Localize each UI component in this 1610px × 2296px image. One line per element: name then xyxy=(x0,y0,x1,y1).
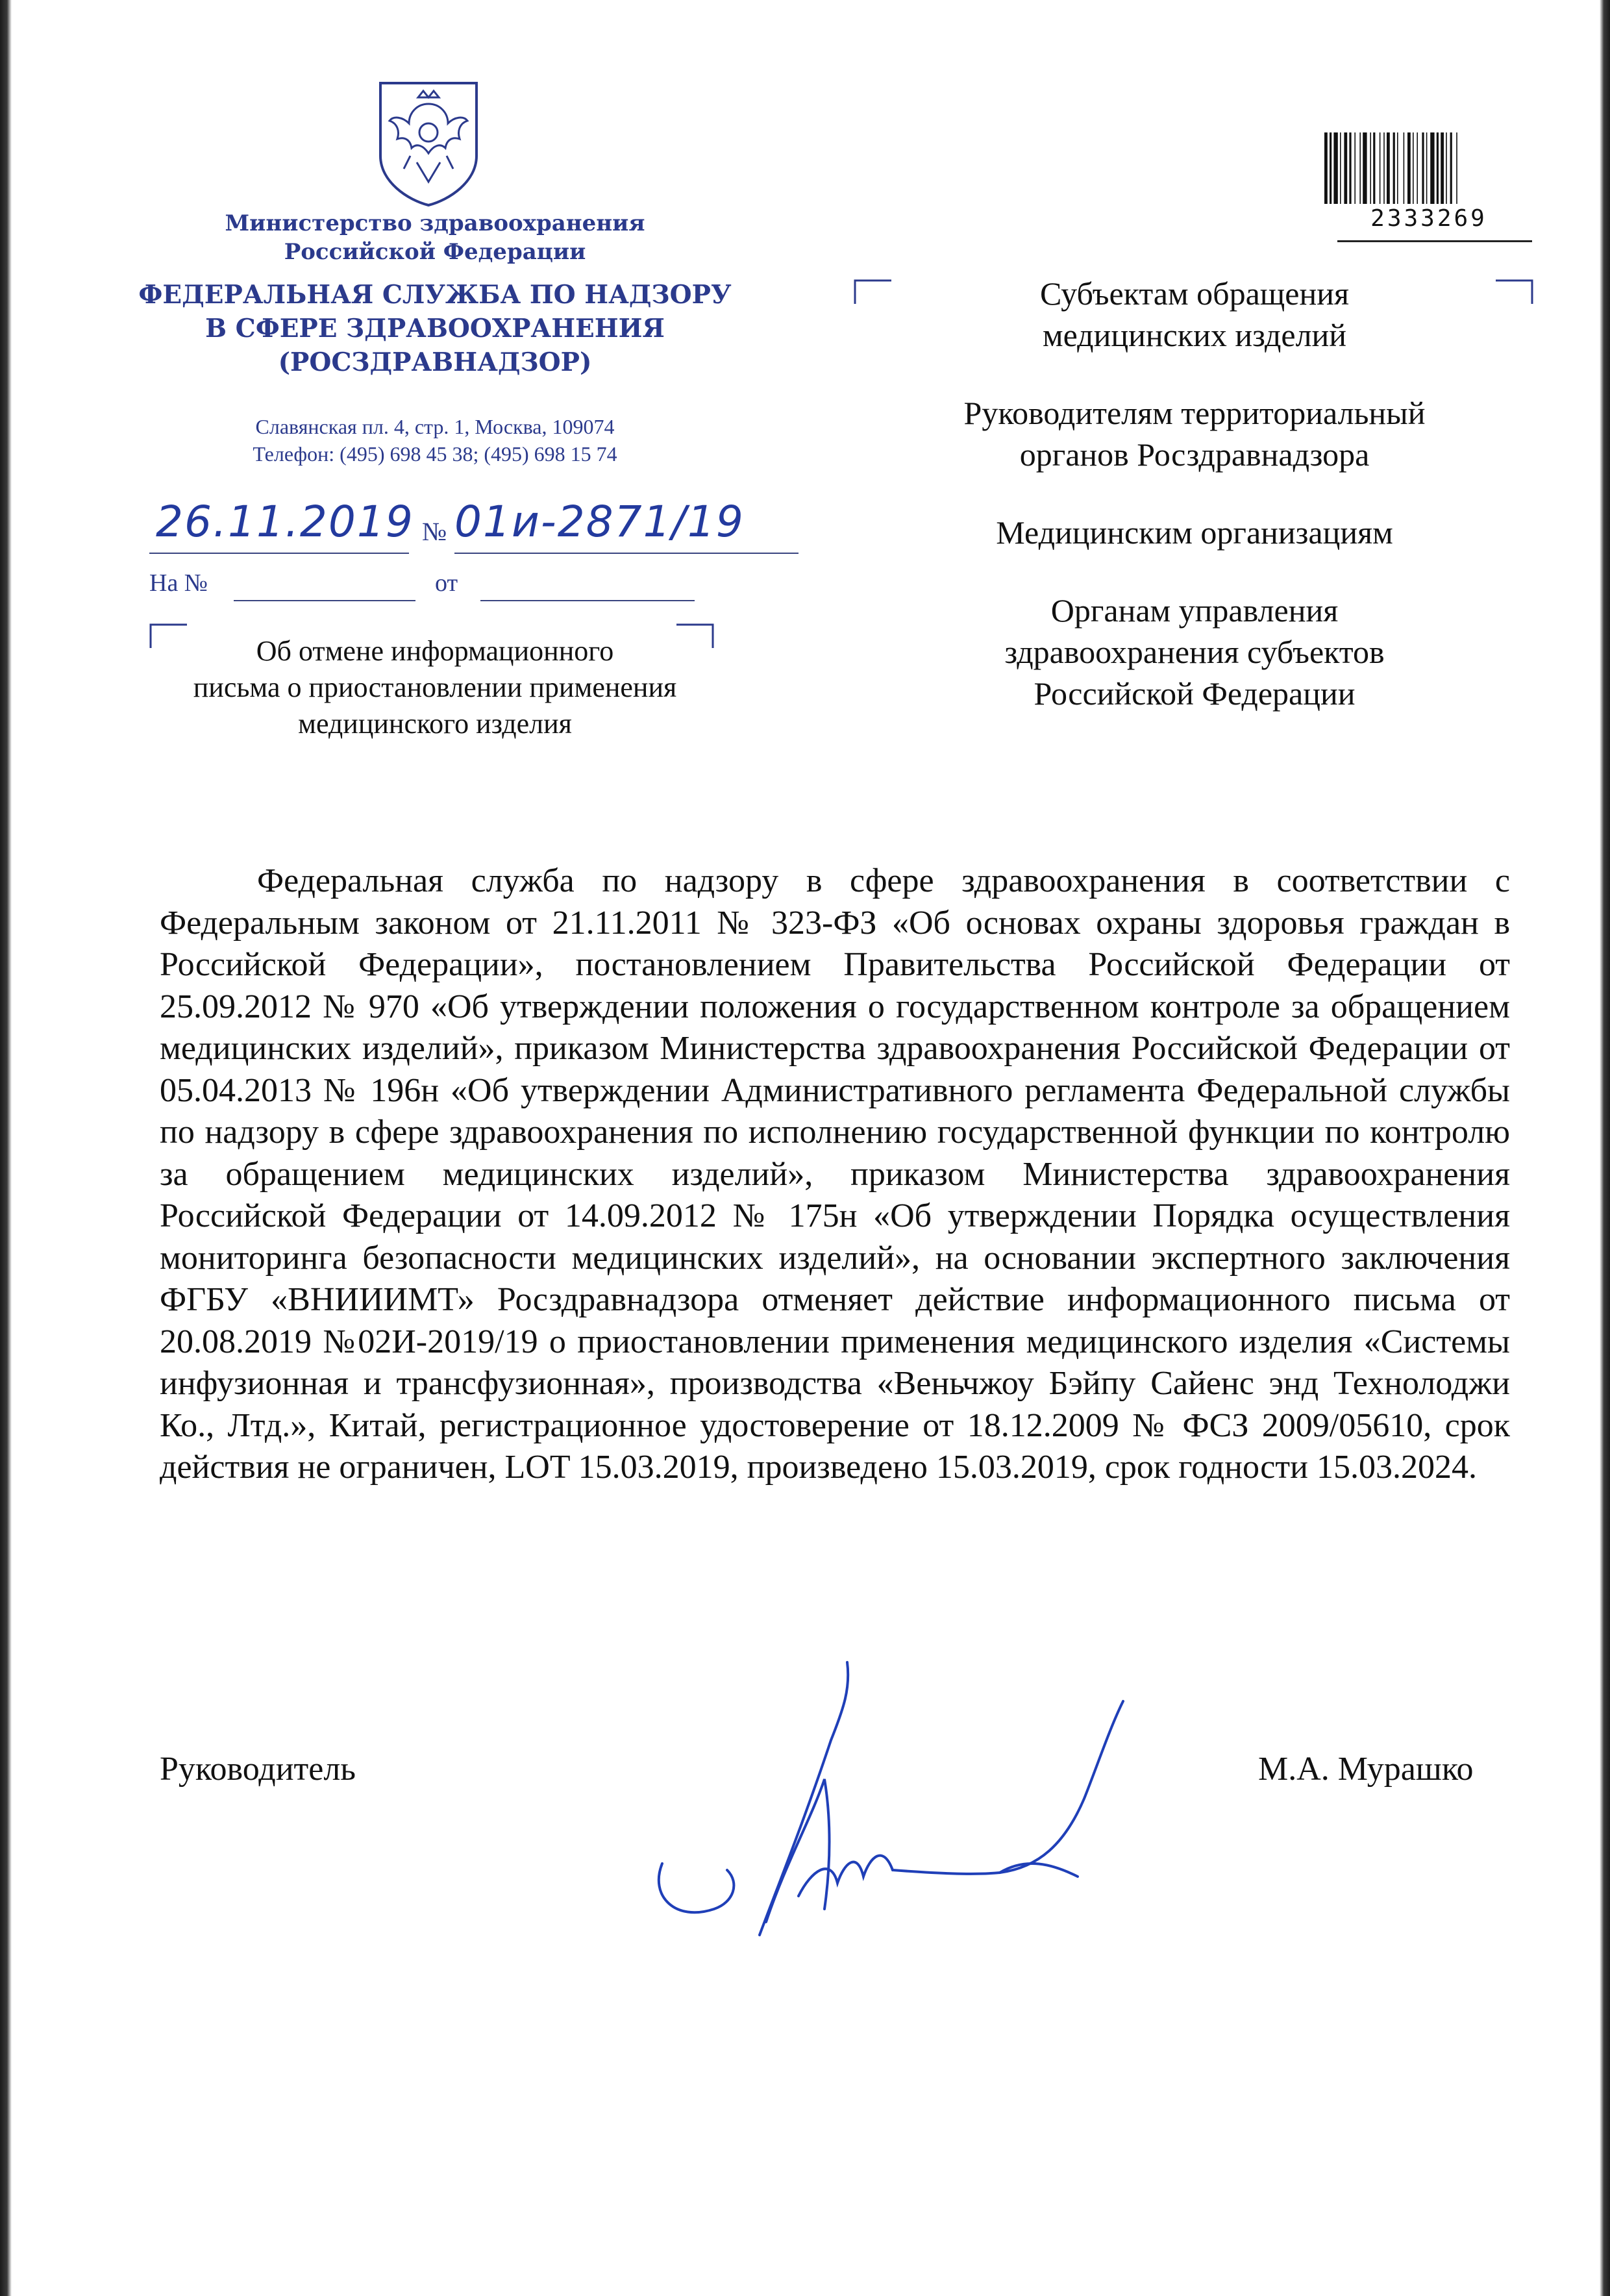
ref-number-label: На № xyxy=(149,569,208,597)
ministry-line-2: Российской Федерации xyxy=(284,239,586,265)
agency-line-1: ФЕДЕРАЛЬНАЯ СЛУЖБА ПО НАДЗОРУ xyxy=(138,280,732,310)
barcode-bar xyxy=(1330,132,1331,204)
agency-address xyxy=(162,413,708,468)
barcode-bar xyxy=(1370,132,1371,204)
agency-line-3: (РОСЗДРАВНАДЗОР) xyxy=(278,347,592,377)
barcode-bar xyxy=(1404,132,1405,204)
barcode-bar xyxy=(1344,132,1347,204)
barcode-bar xyxy=(1397,132,1398,204)
barcode-bar xyxy=(1446,132,1447,204)
barcode-bar xyxy=(1324,132,1328,204)
recipient-group xyxy=(870,512,1519,553)
barcode-bar xyxy=(1413,132,1414,204)
reference-line xyxy=(149,569,714,608)
barcode-bar xyxy=(1422,132,1424,204)
barcode-bar xyxy=(1437,132,1439,204)
subject-line-2: письма о приостановлении применения xyxy=(193,671,677,703)
barcode-bar xyxy=(1387,132,1390,204)
barcode-bar xyxy=(1363,132,1367,204)
barcode-bar xyxy=(1380,132,1381,204)
barcode-bar xyxy=(1393,132,1395,204)
barcode-bar xyxy=(1426,132,1428,204)
barcode-bar xyxy=(1450,132,1452,204)
ref-number-underline xyxy=(234,600,415,601)
registration-number-label: № xyxy=(422,517,447,546)
recipient-line: Российской Федерации xyxy=(1034,675,1356,712)
barcode-number: 2333269 xyxy=(1370,205,1487,232)
date-underline xyxy=(149,553,409,554)
address-line: Славянская пл. 4, стр. 1, Москва, 109074 xyxy=(255,415,615,438)
barcode-bar xyxy=(1417,132,1418,204)
barcode-rule xyxy=(1337,240,1532,242)
coat-of-arms-icon xyxy=(371,78,486,208)
ref-from-underline xyxy=(480,600,695,601)
subject-line-1: Об отмене информационного xyxy=(256,635,614,667)
signatory-name: М.А. Мурашко xyxy=(1258,1751,1474,1788)
letter-subject xyxy=(156,633,714,742)
recipient-line: органов Росздравнадзора xyxy=(1019,436,1370,473)
ministry-line-1: Министерство здравоохранения xyxy=(225,210,645,236)
signatory-role: Руководитель xyxy=(160,1751,356,1788)
recipient-line: Субъектам обращения xyxy=(1040,275,1349,312)
handwritten-signature xyxy=(636,1649,1143,1948)
barcode-bar xyxy=(1407,132,1411,204)
recipient-group xyxy=(870,392,1519,475)
barcode-bar xyxy=(1430,132,1434,204)
barcode-bar xyxy=(1354,132,1356,204)
barcode-bar xyxy=(1456,132,1457,204)
registration-number: 01и-2871/19 xyxy=(454,497,745,547)
recipient-group xyxy=(870,590,1519,714)
barcode-bar xyxy=(1383,132,1385,204)
recipient-line: здравоохранения субъектов xyxy=(1004,634,1385,670)
recipient-line: медицинских изделий xyxy=(1042,317,1347,353)
registration-date: 26.11.2019 xyxy=(156,497,414,547)
barcode xyxy=(1322,132,1536,206)
barcode-bar xyxy=(1340,132,1341,204)
phone-line: Телефон: (495) 698 45 38; (495) 698 15 74 xyxy=(253,442,617,466)
barcode-bar xyxy=(1373,132,1375,204)
ministry-name xyxy=(162,209,708,266)
subject-line-3: медицинского изделия xyxy=(298,708,572,740)
recipient-group xyxy=(870,273,1519,356)
barcode-bar xyxy=(1359,132,1361,204)
number-underline xyxy=(454,553,799,554)
ref-from-label: от xyxy=(435,569,458,597)
letter-body: Федеральная служба по надзору в сфере здравоохранения в соответствии с Федеральным законом от 21.11.2011 № 323-ФЗ «Об основах охраны здоровья граждан в Российской Федерации», постановлением Правительства Российской Федерации от 25.09.2012 № 970 «Об утверждении положения о государственном контроле за обращением медицинских изделий», приказом Министерства здравоохранения Российской Федерации от 05.04.2013 № 196н «Об утверждении Административного регламента Федеральной службы по надзору в сфере здравоохранения по исполнению государственной функции по контролю за обращением медицинских изделий», приказом Министерства здравоохранения Российской Федерации от 14.09.2012 № 175н «Об утверждении Порядка осуществления мониторинга безопасности медицинских изделий», на основании экспертного заключения ФГБУ «ВНИИИМТ» Росздравнадзора отменяет действие информационного письма от 20.08.2019 №02И-2019/19 о приостановлении применения медицинского изделия «Системы инфузионная и трансфузионная», производства «Веньчжоу Бэйпу Сайенс энд Технолоджи Ко., Лтд.», Китай, регистрационное удостоверение от 18.12.2009 № ФСЗ 2009/05610, срок действия не ограничен, LOT 15.03.2019, произведено 15.03.2019, срок годности 15.03.2024. xyxy=(160,862,1510,1486)
agency-name xyxy=(123,278,747,379)
agency-line-2: В СФЕРЕ ЗДРАВООХРАНЕНИЯ xyxy=(205,314,665,343)
registration-line xyxy=(149,497,837,568)
barcode-bar xyxy=(1333,132,1337,204)
barcode-bar xyxy=(1441,132,1444,204)
recipient-line: Медицинским организациям xyxy=(996,514,1393,551)
recipient-line: Органам управления xyxy=(1050,592,1339,629)
recipient-line: Руководителям территориальный xyxy=(963,395,1426,431)
recipients-block xyxy=(870,273,1519,751)
barcode-bar xyxy=(1349,132,1351,204)
